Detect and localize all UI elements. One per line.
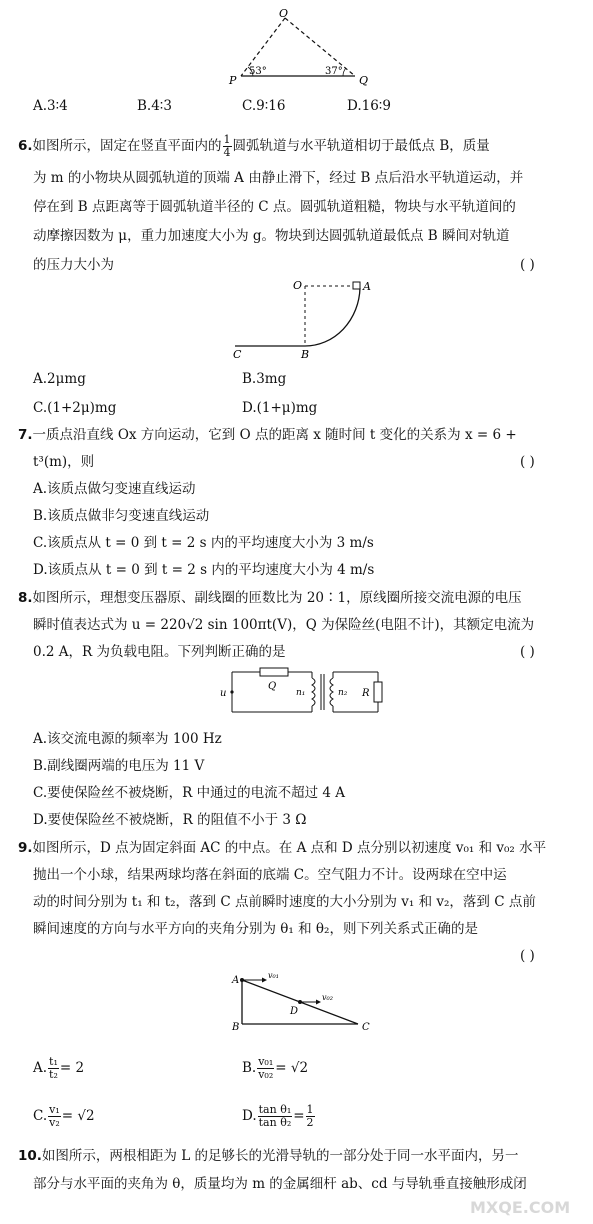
q8-line-1: 8.如图所示，理想变压器原、副线圈的匝数比为 20∶1，原线圈所接交流电源的电压 <box>18 590 522 606</box>
q5-label-Q: Q <box>359 74 369 87</box>
q8-answer-paren[interactable]: ( ) <box>520 644 535 660</box>
q8-line-2: 瞬时值表达式为 u = 220√2 sin 100πt(V)，Q 为保险丝(电阻不计)，其额定电流为 <box>33 617 535 633</box>
q8-label-n1: n₁ <box>296 688 306 698</box>
q8-label-Q: Q <box>268 681 277 692</box>
q6-label-A: A <box>363 280 371 293</box>
q8-option-b[interactable]: B.副线圈两端的电压为 11 V <box>33 758 205 774</box>
q5-option-d[interactable]: D.16∶9 <box>347 98 391 114</box>
q8-label-R: R <box>362 688 370 699</box>
q9-label-A: A <box>232 975 240 986</box>
q9-label-D: D <box>290 1006 299 1017</box>
q9-label-C: C <box>362 1022 370 1033</box>
q5-option-a[interactable]: A.3∶4 <box>33 98 68 114</box>
q6-answer-paren[interactable]: ( ) <box>520 257 535 273</box>
q9-option-c[interactable]: C. $\frac{\text{v₁}}{\text{v₂}}$ = √2 <box>33 1103 95 1129</box>
q10-line-1: 10.如图所示，两根相距为 L 的足够长的光滑导轨的一部分处于同一水平面内，另一 <box>18 1148 519 1164</box>
q7-line-2: t³(m)，则 <box>33 454 95 470</box>
q6-option-a[interactable]: A.2μmg <box>33 371 86 387</box>
q5-angle-37: 37° <box>325 66 343 77</box>
q9-line-2: 抛出一个小球，结果两球均落在斜面的底端 C。空气阻力不计。设两球在空中运 <box>33 867 507 883</box>
q6-line-2: 为 m 的小物块从圆弧轨道的顶端 A 由静止滑下，经过 B 点后沿水平轨道运动，并 <box>33 170 524 186</box>
q9-number: 9. <box>18 840 33 856</box>
q6-option-b[interactable]: B.3mg <box>242 371 287 387</box>
q7-line-1: 7.一质点沿直线 Ox 方向运动，它到 O 点的距离 x 随时间 t 变化的关系为 x = 6 + <box>18 427 517 443</box>
q6-option-d[interactable]: D.(1+μ)mg <box>242 400 318 416</box>
q9-label-v01: v₀₁ <box>268 971 279 980</box>
q9-option-b[interactable]: B. $\frac{\text{v₀₁}}{\text{v₀₂}}$ = √2 <box>242 1055 309 1081</box>
q8-number: 8. <box>18 590 33 606</box>
q6-line-4: 动摩擦因数为 μ，重力加速度大小为 g。物块到达圆弧轨道最低点 B 瞬间对轨道 <box>33 228 510 244</box>
q5-triangle-figure <box>225 8 385 88</box>
q6-number: 6. <box>18 138 33 154</box>
q9-label-v02: v₀₂ <box>322 993 333 1002</box>
q6-line-5: 的压力大小为 <box>33 257 114 273</box>
q5-angle-53: 53° <box>249 66 267 77</box>
q8-option-c[interactable]: C.要使保险丝不被烧断，R 中通过的电流不超过 4 A <box>33 785 346 801</box>
q9-answer-paren[interactable]: ( ) <box>520 948 535 964</box>
q5-label-O: O <box>279 7 289 20</box>
q7-option-c[interactable]: C.该质点从 t = 0 到 t = 2 s 内的平均速度大小为 3 m/s <box>33 535 374 551</box>
q5-option-b[interactable]: B.4∶3 <box>137 98 172 114</box>
q6-line-1: 6.如图所示，固定在竖直平面内的 $\frac{1}{4}$ 圆弧轨道与水平轨道相切于最低点 B，质量 <box>18 133 490 159</box>
q10-number: 10. <box>18 1148 42 1164</box>
q9-option-d[interactable]: D. $\frac{\text{tan θ₁}}{\text{tan θ₂}}$ = $\frac{1}{2}$ <box>242 1103 314 1129</box>
q10-line-2: 部分与水平面的夹角为 θ，质量均为 m 的金属细杆 ab、cd 与导轨垂直接触形成闭 <box>33 1176 527 1192</box>
q6-quarter-fraction: $\frac{1}{4}$ <box>223 133 231 159</box>
q6-label-B: B <box>301 348 310 361</box>
q9-slope-figure <box>228 968 378 1036</box>
q8-label-n2: n₂ <box>338 688 348 698</box>
watermark: MXQE.COM <box>470 1198 571 1217</box>
q5-label-P: P <box>229 74 237 87</box>
q7-option-d[interactable]: D.该质点从 t = 0 到 t = 2 s 内的平均速度大小为 4 m/s <box>33 562 375 578</box>
q6-label-C: C <box>233 348 242 361</box>
q6-label-O: O <box>293 279 303 292</box>
q8-transformer-figure <box>220 664 390 722</box>
q9-label-B: B <box>232 1022 240 1033</box>
q7-option-b[interactable]: B.该质点做非匀变速直线运动 <box>33 508 210 524</box>
q5-option-c[interactable]: C.9∶16 <box>242 98 286 114</box>
q9-line-4: 瞬间速度的方向与水平方向的夹角分别为 θ₁ 和 θ₂，则下列关系式正确的是 <box>33 921 478 937</box>
q7-number: 7. <box>18 427 33 443</box>
q7-answer-paren[interactable]: ( ) <box>520 454 535 470</box>
q6-option-c[interactable]: C.(1+2μ)mg <box>33 400 117 416</box>
q9-line-3: 动的时间分别为 t₁ 和 t₂，落到 C 点前瞬时速度的大小分别为 v₁ 和 v₂，落到 C 点前 <box>33 894 536 910</box>
q7-option-a[interactable]: A.该质点做匀变速直线运动 <box>33 481 196 497</box>
q8-line-3: 0.2 A，R 为负载电阻。下列判断正确的是 <box>33 644 286 660</box>
q9-line-1: 9.如图所示，D 点为固定斜面 AC 的中点。在 A 点和 D 点分别以初速度 v₀₁ 和 v₀₂ 水平 <box>18 840 547 856</box>
q9-option-a[interactable]: A. $\frac{\text{t₁}}{\text{t₂}}$ = 2 <box>33 1055 85 1081</box>
q6-line-3: 停在到 B 点距离等于圆弧轨道半径的 C 点。圆弧轨道粗糙，物块与水平轨道间的 <box>33 199 516 215</box>
q8-option-d[interactable]: D.要使保险丝不被烧断，R 的阻值不小于 3 Ω <box>33 812 307 828</box>
q8-label-u: u <box>220 688 227 699</box>
q8-option-a[interactable]: A.该交流电源的频率为 100 Hz <box>33 731 222 747</box>
q6-track-figure <box>225 278 385 361</box>
